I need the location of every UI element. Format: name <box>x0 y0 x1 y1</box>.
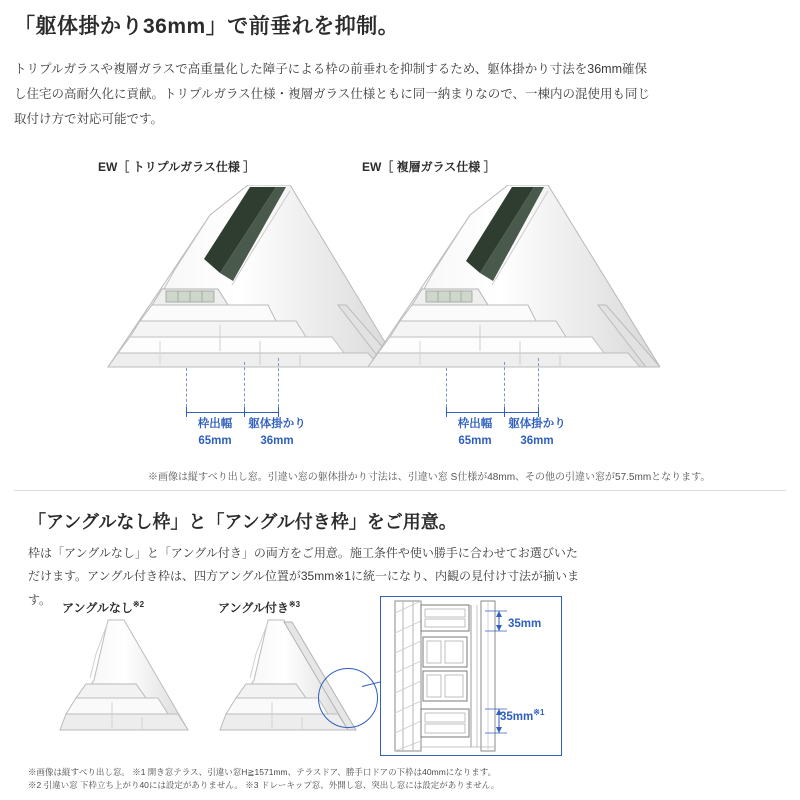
dim-body-hook-value-double: 36mm <box>520 435 554 448</box>
dim-frame-width-label-double: 枠出幅 <box>457 418 493 430</box>
no-angle-frame-image <box>50 618 200 750</box>
detail-dim-bottom-sup: ※1 <box>533 708 545 717</box>
section2-title: 「アングルなし枠」と「アングル付き枠」をご用意。 <box>28 512 457 532</box>
caption-double-glass: EW［ 複層ガラス仕様 ］ <box>362 160 496 174</box>
dim-frame-width-double <box>446 416 504 451</box>
detail-dim-bottom-value: 35mm <box>500 710 534 723</box>
label-with-angle-sup: ※3 <box>288 600 301 609</box>
dim-line-double <box>446 412 538 413</box>
dim-body-hook-value-triple: 36mm <box>260 435 294 448</box>
section1-title: 「躯体掛かり36mm」で前垂れを抑制。 <box>14 15 400 38</box>
label-no-angle-sup: ※2 <box>132 600 145 609</box>
footnote-2: ※2 引違い窓 下枠立ち上がり40には設定がありません。 ※3 ドレーキップ窓、外開し窓、突出し窓には設定がありません。 <box>28 779 500 790</box>
callout-circle <box>318 668 378 728</box>
label-with-angle-frame <box>218 599 300 616</box>
dim-line-triple <box>186 412 278 413</box>
dim-body-hook-double <box>500 416 574 451</box>
guide-line-double-left <box>446 368 447 412</box>
guide-line-triple-mid <box>244 362 245 412</box>
dim-body-hook-triple <box>240 416 314 451</box>
guide-line-triple-left <box>186 368 187 412</box>
dim-body-hook-label-double: 躯体掛かり <box>508 418 566 430</box>
section-divider <box>14 490 786 491</box>
label-no-angle-text: アングルなし <box>62 601 133 615</box>
section1-note: ※画像は縦すべり出し窓。引違い窓の躯体掛かり寸法は、引違い窓 S仕様が48mm、その他の引違い窓が57.5mmとなります。 <box>148 472 711 483</box>
caption-triple-glass: EW［ トリプルガラス仕様 ］ <box>98 160 256 174</box>
guide-line-triple-right <box>278 358 279 412</box>
dim-frame-width-value-triple: 65mm <box>198 435 232 448</box>
label-no-angle-frame <box>62 599 144 616</box>
label-with-angle-text: アングル付き <box>218 601 289 615</box>
cross-section-double-image <box>360 185 660 380</box>
detail-dim-top-label <box>508 618 541 630</box>
detail-dim-bottom-label <box>500 708 544 723</box>
dim-frame-width-value-double: 65mm <box>458 435 492 448</box>
section1-body: トリプルガラスや複層ガラスで高重量化した障子による枠の前垂れを抑制するため、躯体掛かり寸法を36mm確保し住宅の高耐久化に貢献。トリプルガラス仕様・複層ガラス仕様ともに同一納まりなので、一棟内の混使用も同じ取付け方で対応可能です。 <box>14 62 651 126</box>
section2-body: 枠は「アングルなし」と「アングル付き」の両方をご用意。施工条件や使い勝手に合わせてお選びいただけます。アングル付き枠は、四方アングル位置が35mm※1に統一になり、内観の見付け寸法が揃います。 <box>28 546 579 607</box>
dim-body-hook-label-triple: 躯体掛かり <box>248 418 306 430</box>
footnote-1: ※画像は縦すべり出し窓。 ※1 開き窓テラス、引違い窓H≧1571mm、テラスドア、勝手口ドアの下枠は40mmになります。 <box>28 767 497 777</box>
section2-footnotes <box>28 766 499 792</box>
guide-line-double-right <box>538 358 539 412</box>
detail-dim-top-value: 35mm <box>508 618 542 630</box>
guide-line-double-mid <box>504 362 505 412</box>
dim-frame-width-triple <box>186 416 244 451</box>
cross-section-triple-image <box>100 185 400 380</box>
dim-frame-width-label-triple: 枠出幅 <box>197 418 233 430</box>
